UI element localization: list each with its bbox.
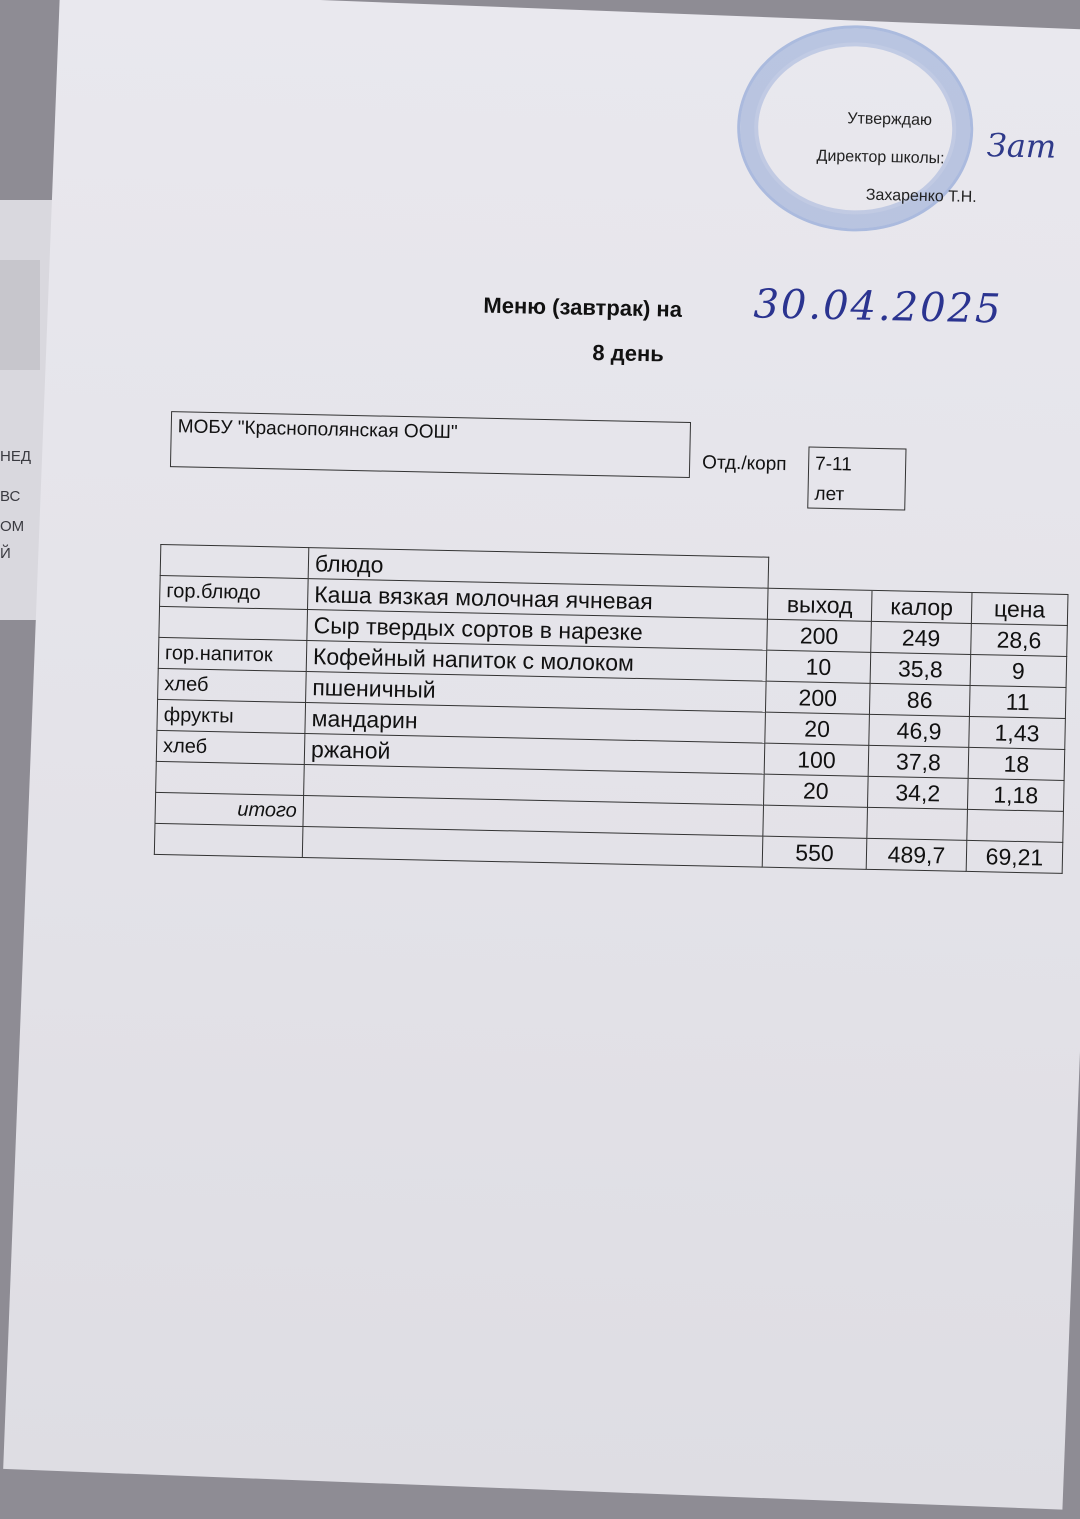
total-price: 69,21: [966, 840, 1063, 873]
output-cell: 200: [767, 619, 872, 652]
menu-table: [154, 544, 1069, 874]
category-cell: гор.блюдо: [160, 575, 309, 609]
background-text-fragment: Й: [0, 545, 11, 562]
output-cell: 20: [765, 712, 870, 745]
dish-cell: мандарин: [305, 703, 766, 744]
category-cell: фрукты: [157, 699, 306, 733]
calories-cell: 35,8: [870, 652, 971, 685]
price-cell: 1,18: [967, 778, 1064, 811]
calories-cell: 249: [871, 621, 972, 654]
calories-cell: 86: [869, 683, 970, 716]
dish-cell: Кофейный напиток с молоком: [306, 641, 767, 682]
price-cell: 28,6: [971, 623, 1068, 656]
blank-cell: [154, 823, 303, 857]
handwritten-date: 30.04.2025: [753, 281, 1003, 333]
category-cell: [156, 761, 305, 795]
price-cell: 1,43: [969, 716, 1066, 749]
calories-cell: 46,9: [869, 714, 970, 747]
organization-box: [170, 411, 691, 478]
calories-cell: [867, 807, 968, 840]
director-signature: Зат: [986, 126, 1057, 166]
director-label: Директор школы:: [816, 147, 945, 168]
price-cell: [967, 809, 1064, 842]
header-cell-price: цена: [971, 592, 1068, 625]
price-cell: 9: [970, 654, 1067, 687]
header-cell-blank: [768, 557, 873, 590]
calories-cell: 34,2: [867, 776, 968, 809]
approval-block: [815, 100, 978, 217]
age-range: 7-11: [814, 453, 852, 476]
category-cell: хлеб: [158, 668, 307, 702]
paper-strip: [0, 260, 40, 370]
dish-cell: пшеничный: [306, 672, 767, 713]
price-cell: 11: [969, 685, 1066, 718]
dish-cell: ржаной: [304, 734, 765, 775]
output-cell: 100: [764, 743, 869, 776]
menu-sheet: [3, 0, 1080, 1510]
sheet-content: [29, 0, 1080, 1501]
menu-day: 8 день: [592, 339, 665, 367]
total-output: 550: [762, 836, 867, 869]
output-cell: [763, 805, 868, 838]
output-cell: 200: [765, 681, 870, 714]
output-cell: 20: [764, 774, 869, 807]
dish-cell: Каша вязкая молочная ячневая: [308, 579, 769, 620]
age-unit: лет: [814, 483, 845, 506]
header-cell-calories: калор: [871, 590, 972, 623]
header-cell-blank: [972, 561, 1069, 594]
category-cell: гор.напиток: [158, 637, 307, 671]
background-text-fragment: НЕД: [0, 448, 31, 465]
organization-name: МОБУ "Краснополянская ООШ": [177, 416, 458, 444]
category-cell: хлеб: [156, 730, 305, 764]
price-cell: 18: [968, 747, 1065, 780]
header-cell-empty: [160, 544, 309, 578]
total-calories: 489,7: [866, 838, 967, 871]
approval-line: Утверждаю: [847, 110, 933, 130]
category-cell: [159, 606, 308, 640]
header-cell-output: выход: [767, 588, 872, 621]
dish-cell: Сыр твердых сортов в нарезке: [307, 610, 768, 651]
background-text-fragment: ОМ: [0, 518, 25, 535]
calories-cell: 37,8: [868, 745, 969, 778]
age-group-box: [807, 447, 906, 511]
director-name: Захаренко Т.Н.: [865, 186, 977, 206]
output-cell: 10: [766, 650, 871, 683]
department-label: Отд./корп: [701, 452, 787, 476]
header-cell-blank: [872, 559, 973, 592]
total-label: итого: [155, 792, 304, 826]
header-cell-dish: блюдо: [308, 548, 769, 589]
background-text-fragment: ВС: [0, 488, 21, 505]
menu-title: Меню (завтрак) на: [483, 292, 683, 322]
